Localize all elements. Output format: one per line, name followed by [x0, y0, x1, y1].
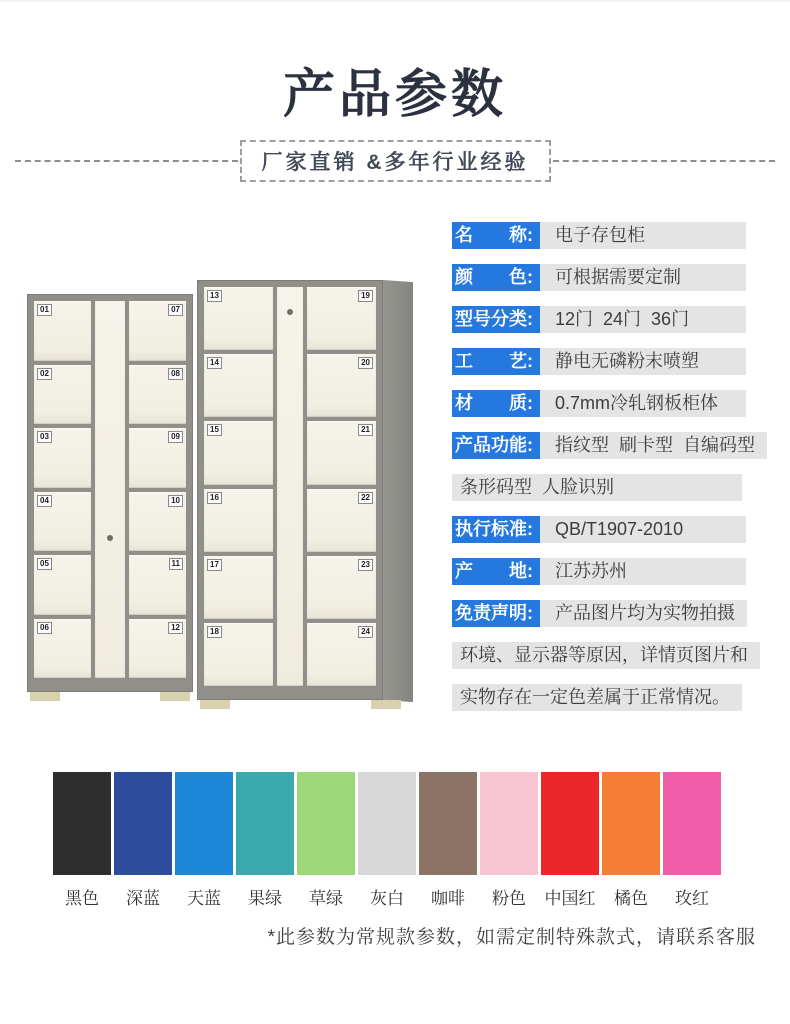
- param-row-color: [452, 264, 788, 291]
- locker-door: [34, 301, 91, 361]
- locker-photo: [27, 278, 439, 710]
- color-swatch: [53, 772, 111, 875]
- locker-foot: [160, 692, 190, 701]
- lock-icon: [107, 535, 113, 541]
- door-number: 18: [207, 626, 222, 638]
- locker-cabinet-right: [197, 280, 383, 700]
- door-number: 10: [168, 495, 183, 507]
- color-option: [175, 772, 233, 909]
- param-label: 产品功能:: [452, 432, 540, 459]
- locker-door: [204, 489, 273, 552]
- param-row-material: [452, 390, 788, 417]
- color-swatch: [480, 772, 538, 875]
- locker-center-door: [95, 301, 125, 678]
- param-row-disclaimer-cont-2: [452, 684, 788, 711]
- door-column-4: [307, 287, 376, 686]
- door-number: 24: [358, 626, 373, 638]
- locker-door: [129, 492, 186, 552]
- color-swatch-label: 黑色: [65, 889, 99, 908]
- param-value: 0.7mm冷轧钢板柜体: [540, 390, 746, 417]
- color-option: [297, 772, 355, 909]
- locker-door: [129, 555, 186, 615]
- door-number: 09: [168, 431, 183, 443]
- color-swatch: [297, 772, 355, 875]
- door-number: 12: [168, 622, 183, 634]
- door-number: 06: [37, 622, 52, 634]
- color-swatch-row: [53, 772, 721, 909]
- param-label: 产 地:: [452, 558, 540, 585]
- param-row-name: [452, 222, 788, 249]
- color-swatch: [602, 772, 660, 875]
- color-swatch-label: 玫红: [675, 889, 709, 908]
- locker-door: [307, 421, 376, 484]
- door-number: 16: [207, 492, 222, 504]
- color-swatch: [175, 772, 233, 875]
- door-number: 23: [358, 559, 373, 571]
- locker-cabinets: [27, 278, 439, 700]
- color-swatch-label: 灰白: [370, 889, 404, 908]
- color-option: [358, 772, 416, 909]
- param-value: QB/T1907-2010: [540, 516, 746, 543]
- lock-icon: [287, 309, 293, 315]
- door-number: 05: [37, 558, 52, 570]
- locker-door: [204, 354, 273, 417]
- param-value: 可根据需要定制: [540, 264, 746, 291]
- door-number: 01: [37, 304, 52, 316]
- color-swatch: [236, 772, 294, 875]
- locker-side-panel: [383, 280, 413, 702]
- locker-center-door: [277, 287, 303, 686]
- color-option: [480, 772, 538, 909]
- color-option: [602, 772, 660, 909]
- locker-door: [204, 623, 273, 686]
- parameter-list: [452, 222, 788, 726]
- param-row-craft: [452, 348, 788, 375]
- locker-door: [129, 365, 186, 425]
- top-divider: [0, 0, 790, 2]
- locker-door: [307, 489, 376, 552]
- color-swatch: [419, 772, 477, 875]
- door-number: 08: [168, 368, 183, 380]
- param-label: 免责声明:: [452, 600, 540, 627]
- param-value: 实物存在一定色差属于正常情况。: [452, 684, 742, 711]
- locker-door: [34, 492, 91, 552]
- param-row-models: [452, 306, 788, 333]
- door-number: 03: [37, 431, 52, 443]
- param-label: 名 称:: [452, 222, 540, 249]
- color-swatch-label: 草绿: [309, 889, 343, 908]
- locker-door: [129, 428, 186, 488]
- locker-door: [307, 623, 376, 686]
- locker-cabinet-left: [27, 294, 193, 692]
- door-number: 15: [207, 424, 222, 436]
- param-label: 颜 色:: [452, 264, 540, 291]
- door-number: 13: [207, 290, 222, 302]
- color-swatch: [663, 772, 721, 875]
- color-swatch: [358, 772, 416, 875]
- color-option: [419, 772, 477, 909]
- color-option: [53, 772, 111, 909]
- color-option: [236, 772, 294, 909]
- door-column-2: [129, 301, 186, 678]
- door-number: 02: [37, 368, 52, 380]
- param-value: 指纹型 刷卡型 自编码型: [540, 432, 767, 459]
- param-value: 条形码型 人脸识别: [452, 474, 742, 501]
- color-swatch: [541, 772, 599, 875]
- color-swatch-label: 橘色: [614, 889, 648, 908]
- banner-dashed-line-left: [15, 160, 238, 162]
- locker-door: [34, 365, 91, 425]
- locker-door: [34, 619, 91, 679]
- color-swatch-label: 咖啡: [431, 889, 465, 908]
- door-number: 04: [37, 495, 52, 507]
- banner: [15, 140, 775, 182]
- door-number: 19: [358, 290, 373, 302]
- color-swatch-label: 果绿: [248, 889, 282, 908]
- locker-door: [307, 556, 376, 619]
- locker-door: [307, 354, 376, 417]
- page-title: 产品参数: [282, 66, 507, 124]
- param-row-disclaimer: [452, 600, 788, 627]
- locker-door: [34, 555, 91, 615]
- param-row-origin: [452, 558, 788, 585]
- locker-door: [204, 421, 273, 484]
- param-label: 执行标准:: [452, 516, 540, 543]
- param-row-disclaimer-cont-1: [452, 642, 788, 669]
- param-label: 工 艺:: [452, 348, 540, 375]
- door-number: 20: [358, 357, 373, 369]
- door-number: 07: [168, 304, 183, 316]
- locker-foot: [371, 700, 401, 709]
- locker-door: [307, 287, 376, 350]
- param-label: 材 质:: [452, 390, 540, 417]
- locker-foot: [200, 700, 230, 709]
- color-swatch: [114, 772, 172, 875]
- locker-door: [129, 619, 186, 679]
- param-value: 12门 24门 36门: [540, 306, 746, 333]
- door-number: 14: [207, 357, 222, 369]
- param-value: 环境、显示器等原因，详情页图片和: [452, 642, 760, 669]
- color-swatch-label: 粉色: [492, 889, 526, 908]
- locker-foot: [30, 692, 60, 701]
- banner-dashed-line-right: [553, 160, 776, 162]
- door-column-3: [204, 287, 273, 686]
- footnote: *此参数为常规款参数，如需定制特殊款式，请联系客服: [267, 927, 756, 948]
- param-row-functions: [452, 432, 788, 459]
- door-number: 11: [169, 558, 183, 570]
- param-row-functions-cont: [452, 474, 788, 501]
- param-row-standard: [452, 516, 788, 543]
- color-swatch-label: 天蓝: [187, 889, 221, 908]
- color-option: [663, 772, 721, 909]
- param-value: 电子存包柜: [540, 222, 746, 249]
- param-label: 型号分类:: [452, 306, 540, 333]
- color-option: [541, 772, 599, 909]
- door-number: 22: [358, 492, 373, 504]
- locker-door: [129, 301, 186, 361]
- color-swatch-label: 深蓝: [126, 889, 160, 908]
- param-value: 产品图片均为实物拍摄: [540, 600, 747, 627]
- door-number: 21: [358, 424, 373, 436]
- door-number: 17: [207, 559, 222, 571]
- banner-text: 厂家直销 &多年行业经验: [240, 140, 551, 182]
- locker-door: [204, 287, 273, 350]
- locker-door: [204, 556, 273, 619]
- param-value: 江苏苏州: [540, 558, 746, 585]
- locker-door: [34, 428, 91, 488]
- door-column-1: [34, 301, 91, 678]
- param-value: 静电无磷粉末喷塑: [540, 348, 746, 375]
- color-option: [114, 772, 172, 909]
- color-swatch-label: 中国红: [544, 889, 596, 908]
